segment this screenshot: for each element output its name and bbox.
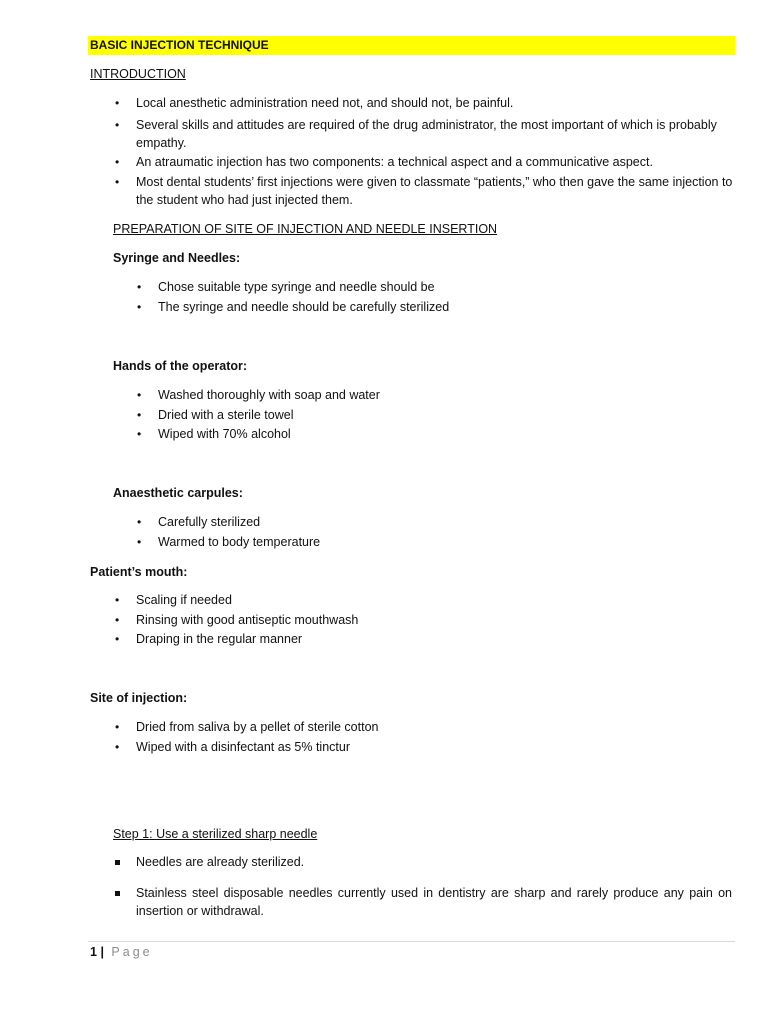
- square-bullet-icon: [115, 891, 120, 896]
- list-item: • Washed thoroughly with soap and water: [137, 388, 380, 402]
- list-item: • Dried from saliva by a pellet of sterile cotton: [115, 720, 379, 734]
- anaesthetic-carpules-list: [137, 513, 321, 552]
- list-item: • Chose suitable type syringe and needle should be: [137, 280, 435, 294]
- document-title: BASIC INJECTION TECHNIQUE: [88, 36, 735, 55]
- list-item: • Dried with a sterile towel: [137, 407, 294, 422]
- syringe-needles-list: [137, 278, 450, 317]
- list-item: • Carefully sterilized: [137, 515, 261, 529]
- list-item: • An atraumatic injection has two components: a technical aspect and a communicative aspect.: [115, 154, 653, 169]
- step-1-heading: Step 1: Use a sterilized sharp needle: [113, 827, 318, 841]
- list-item: • Wiped with a disinfectant as 5% tinctur: [115, 739, 350, 754]
- patients-mouth-heading: Patient’s mouth:: [90, 565, 188, 579]
- site-of-injection-list: [115, 718, 379, 757]
- preparation-heading: PREPARATION OF SITE OF INJECTION AND NEEDLE INSERTION: [113, 222, 498, 236]
- footer-divider: [88, 941, 735, 942]
- step-1-list: [136, 853, 732, 920]
- list-item: • Scaling if needed: [115, 593, 232, 607]
- list-item: • Most dental students’ first injections were given to classmate “patients,” who then gave the same injection to the student who had just injected them.: [115, 175, 733, 207]
- site-of-injection-heading: Site of injection:: [90, 691, 188, 705]
- list-item: • Rinsing with good antiseptic mouthwash: [115, 612, 359, 627]
- page-label: Page: [111, 945, 153, 959]
- hands-operator-list: [137, 386, 380, 445]
- page-number: 1: [90, 945, 97, 959]
- patients-mouth-list: [115, 591, 359, 650]
- list-item: • The syringe and needle should be carefully sterilized: [137, 299, 450, 314]
- list-item: • Several skills and attitudes are required of the drug administrator, the most important of which is probably empathy.: [115, 117, 717, 150]
- list-item: Needles are already sterilized.: [136, 853, 732, 873]
- list-item: • Wiped with 70% alcohol: [137, 427, 291, 441]
- square-bullet-icon: [115, 860, 120, 865]
- introduction-list: [115, 94, 734, 209]
- hands-operator-heading: Hands of the operator:: [113, 359, 248, 373]
- syringe-needles-heading: Syringe and Needles:: [113, 251, 241, 265]
- anaesthetic-carpules-heading: Anaesthetic carpules:: [113, 486, 243, 500]
- footer-separator: |: [100, 945, 104, 959]
- page-footer: [90, 944, 153, 960]
- list-item: Stainless steel disposable needles currently used in dentistry are sharp and rarely produce any pain on insertion or withdrawal.: [136, 884, 732, 920]
- list-item: • Draping in the regular manner: [115, 632, 303, 646]
- introduction-heading: INTRODUCTION: [90, 67, 186, 81]
- list-item: • Warmed to body temperature: [137, 534, 321, 549]
- list-item: • Local anesthetic administration need not, and should not, be painful.: [115, 96, 514, 110]
